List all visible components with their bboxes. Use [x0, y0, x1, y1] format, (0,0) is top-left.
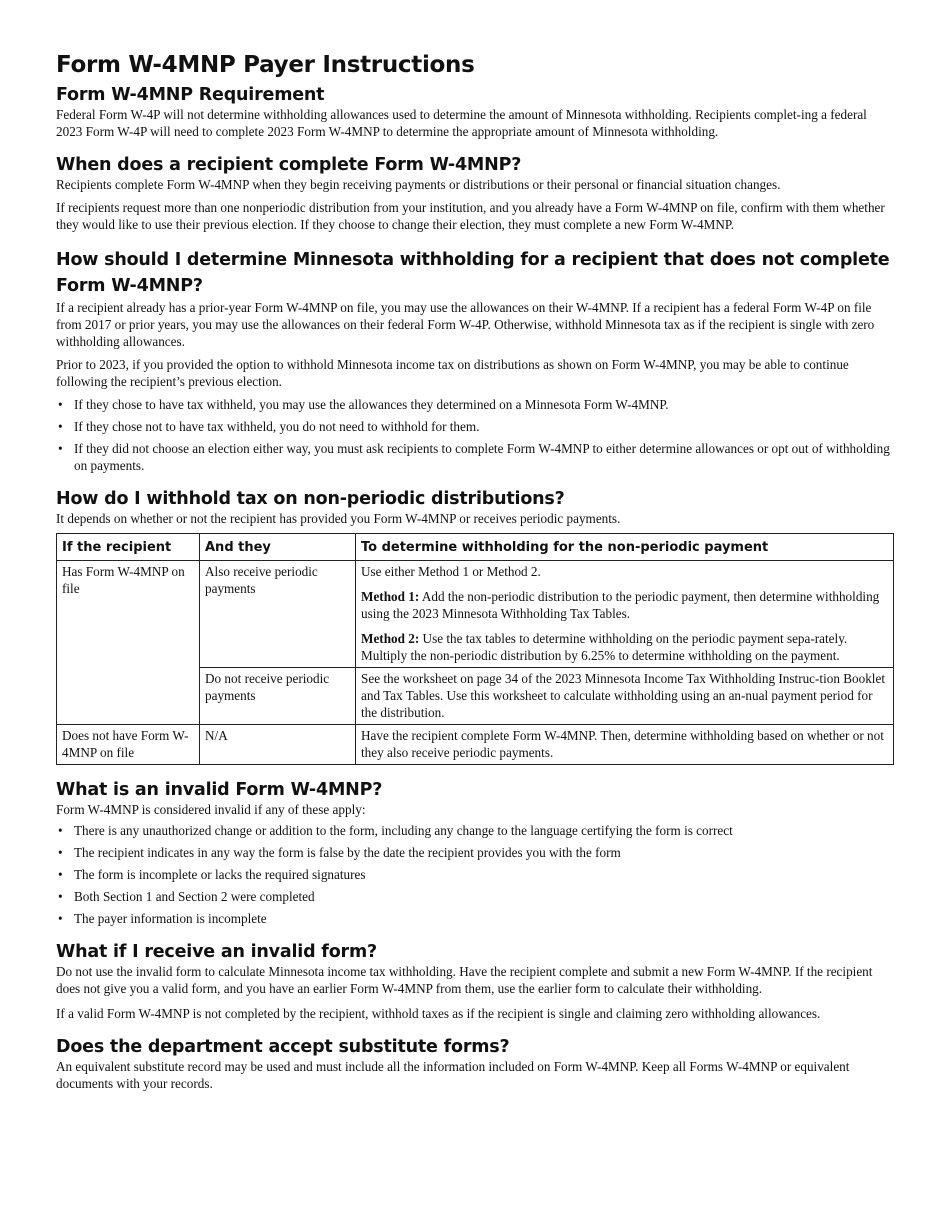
- invalid-receive-heading: What if I receive an invalid form?: [56, 942, 377, 962]
- table-header-row: [57, 534, 894, 561]
- nonperiodic-heading: How do I withhold tax on non-periodic distributions?: [56, 489, 565, 509]
- table-cell: Also receive periodic payments: [200, 561, 356, 668]
- how-paragraph-2: Prior to 2023, if you provided the option to withhold Minnesota income tax on distributions as shown on Form W-4MNP, you may be able to continue following the recipient’s previous election.: [56, 357, 849, 389]
- nonperiodic-section: [56, 488, 894, 765]
- substitute-heading: Does the department accept substitute forms?: [56, 1037, 510, 1057]
- list-item: • The payer information is incomplete: [56, 910, 894, 927]
- invalid-receive-section: [56, 941, 894, 1022]
- how-bullet-list: [56, 396, 894, 474]
- how-section: [56, 247, 894, 474]
- table-row: [57, 725, 894, 765]
- when-paragraph-1: Recipients complete Form W-4MNP when they begin receiving payments or distributions or their personal or financial situation changes.: [56, 177, 781, 192]
- how-paragraph-1: If a recipient already has a prior-year Form W-4MNP on file, you may use the allowances on their W-4MNP. If a recipient has a federal Form W-4P on file from 2017 or prior years, you may use the allowances on their federal Form W-4P. Otherwise, withhold Minnesota tax as if the recipient is single with zero withholding allowances.: [56, 300, 875, 349]
- table-cell: See the worksheet on page 34 of the 2023 Minnesota Income Tax Withholding Instruc-tion Booklet and Tax Tables. Use this worksheet to calculate withholding using an an-nual payment period for the distribution.: [356, 668, 894, 725]
- table-row: [57, 561, 894, 668]
- invalid-heading: What is an invalid Form W-4MNP?: [56, 780, 383, 800]
- table-cell: Have the recipient complete Form W-4MNP. Then, determine withholding based on whether or not they also receive periodic payments.: [356, 725, 894, 765]
- invalid-bullet-list: [56, 822, 894, 927]
- method-1-paragraph: [361, 588, 888, 622]
- list-item: • The recipient indicates in any way the form is false by the date the recipient provides you with the form: [56, 844, 894, 861]
- substitute-paragraph: An equivalent substitute record may be used and must include all the information included on Form W-4MNP. Keep all Forms W-4MNP or equivalent documents with your records.: [56, 1059, 850, 1091]
- table-cell: Does not have Form W-4MNP on file: [57, 725, 200, 765]
- when-paragraph-2: If recipients request more than one nonperiodic distribution from your institution, and you already have a Form W-4MNP on file, confirm with them whether they would like to use their previous election. If they choose to change their election, they must complete a new Form W-4MNP.: [56, 200, 885, 232]
- method-1-label: Method 1:: [361, 589, 420, 604]
- page-title: Form W-4MNP Payer Instructions: [56, 52, 475, 78]
- list-item: • If they chose not to have tax withheld, you do not need to withhold for them.: [56, 418, 894, 435]
- method-1-text: Add the non-periodic distribution to the periodic payment, then determine withholding using the 2023 Minnesota Withholding Tax Tables.: [361, 589, 880, 621]
- table-header-cell: And they: [200, 534, 356, 561]
- method-intro: Use either Method 1 or Method 2.: [361, 564, 541, 579]
- invalid-paragraph: Form W-4MNP is considered invalid if any of these apply:: [56, 802, 366, 817]
- list-item: • Both Section 1 and Section 2 were completed: [56, 888, 894, 905]
- list-item: • The form is incomplete or lacks the required signatures: [56, 866, 894, 883]
- invalid-receive-paragraph-1: Do not use the invalid form to calculate Minnesota income tax withholding. Have the recipient complete and submit a new Form W-4MNP. If the recipient does not give you a valid form, and you have an earlier Form W-4MNP from them, use the earlier form to calculate their withholding.: [56, 964, 873, 996]
- invalid-receive-paragraph-2: If a valid Form W-4MNP is not completed by the recipient, withhold taxes as if the recipient is single and claiming zero withholding allowances.: [56, 1006, 821, 1021]
- how-heading: How should I determine Minnesota withholding for a recipient that does not complete Form W-4MNP?: [56, 250, 890, 296]
- table-cell: [356, 561, 894, 668]
- requirement-paragraph: Federal Form W-4P will not determine withholding allowances used to determine the amount of Minnesota withholding. Recipients complet-ing a federal 2023 Form W-4P will need to complete 2023 Form W-4MNP to determine the appropriate amount of Minnesota withholding.: [56, 107, 867, 139]
- requirement-section: [56, 84, 894, 140]
- substitute-section: [56, 1036, 894, 1092]
- table-cell: N/A: [200, 725, 356, 765]
- method-2-text: Use the tax tables to determine withholding on the periodic payment sepa-rately. Multiply the non-periodic distribution by 6.25% to determine withholding on the payment.: [361, 631, 848, 663]
- table-header-cell: If the recipient: [57, 534, 200, 561]
- method-2-paragraph: [361, 630, 888, 664]
- requirement-heading: Form W-4MNP Requirement: [56, 85, 325, 105]
- list-item: • If they chose to have tax withheld, you may use the allowances they determined on a Minnesota Form W-4MNP.: [56, 396, 894, 413]
- nonperiodic-paragraph: It depends on whether or not the recipient has provided you Form W-4MNP or receives periodic payments.: [56, 511, 621, 526]
- when-heading: When does a recipient complete Form W-4MNP?: [56, 155, 522, 175]
- when-section: [56, 154, 894, 233]
- table-header-cell: To determine withholding for the non-periodic payment: [356, 534, 894, 561]
- method-2-label: Method 2:: [361, 631, 420, 646]
- invalid-section: [56, 779, 894, 927]
- list-item: • There is any unauthorized change or addition to the form, including any change to the language certifying the form is correct: [56, 822, 894, 839]
- table-cell: Has Form W-4MNP on file: [57, 561, 200, 725]
- table-cell: Do not receive periodic payments: [200, 668, 356, 725]
- list-item: • If they did not choose an election either way, you must ask recipients to complete Form W-4MNP to either determine allowances or opt out of withholding on payments.: [56, 440, 894, 474]
- withholding-table: [56, 533, 894, 765]
